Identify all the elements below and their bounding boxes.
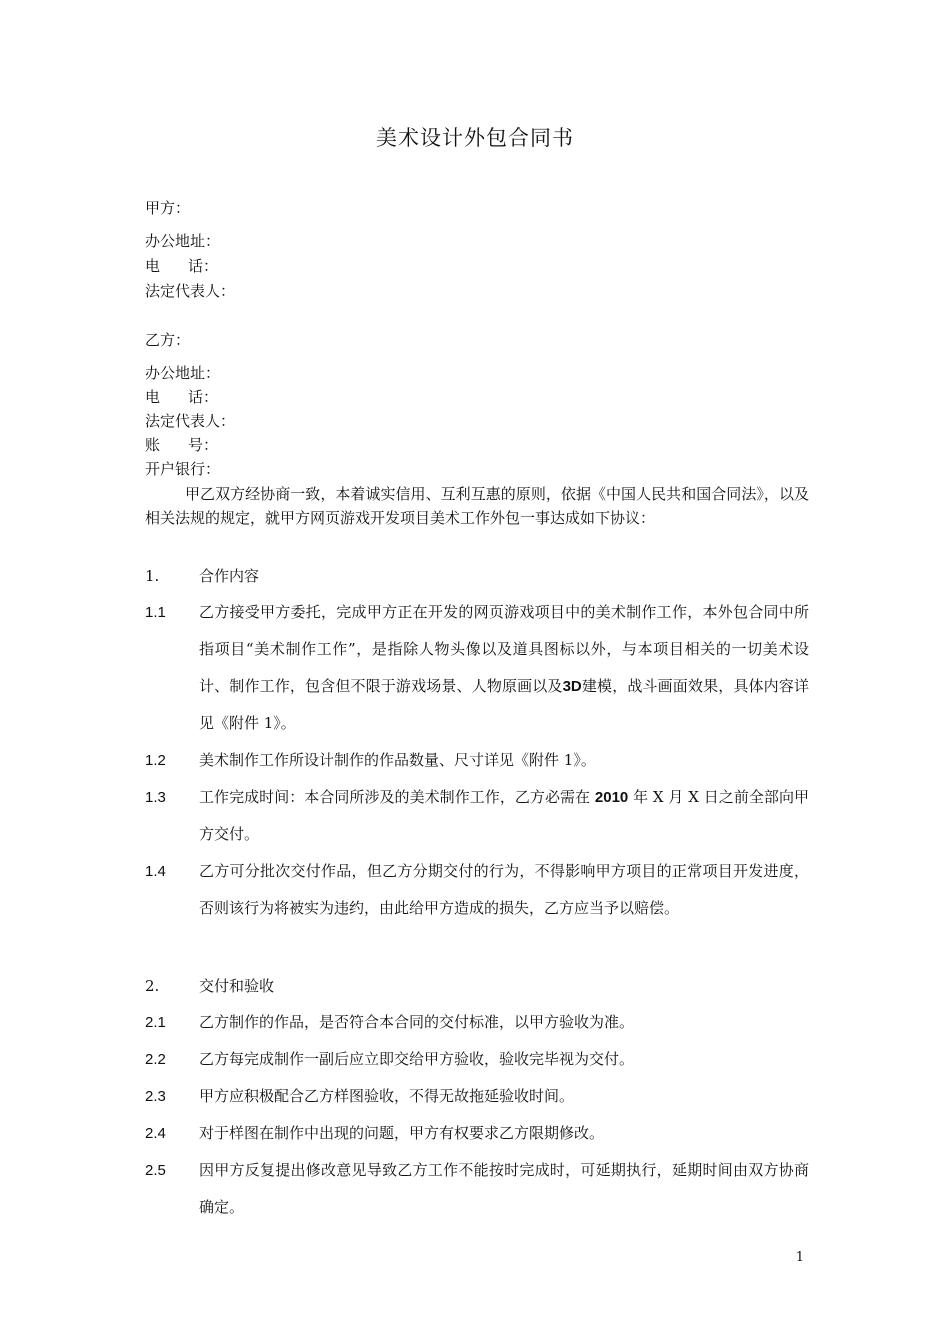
clause-text: 工作完成时间：本合同所涉及的美术制作工作，乙方必需在 2010 年 X 月 X 日之前全部向甲方交付。 [199, 788, 809, 843]
preamble-paragraph: 甲乙双方经协商一致，本着诚实信用、互利互惠的原则，依据《中国人民共和国合同法》，以及相关法规的规定，就甲方网页游戏开发项目美术工作外包一事达成如下协议： [145, 485, 809, 527]
clause-number: 2.5 [145, 1162, 166, 1179]
party-b-address: 办公地址： [145, 364, 221, 382]
clause-number: 2.2 [145, 1051, 166, 1068]
clause-text: 乙方每完成制作一副后应立即交给甲方验收，验收完毕视为交付。 [199, 1050, 635, 1068]
party-b-account [145, 435, 218, 455]
clause-2-5 [145, 1152, 809, 1226]
party-b-bank: 开户银行： [145, 460, 221, 478]
page-number: 1 [795, 1250, 804, 1265]
clause-number: 2.1 [145, 1014, 166, 1031]
party-a-phone-char2: 话： [188, 257, 219, 275]
bold-year: 2010 [594, 789, 629, 806]
clause-text: 乙方接受甲方委托，完成甲方正在开发的网页游戏项目中的美术制作工作，本外包合同中所指项目“美术制作工作”，是指除人物头像以及道具图标以外，与本项目相关的一切美术设计、制作工作，包含但不限于游戏场景、人物原画以及3D建模，战斗画面效果，具体内容详见《附件 1》。 [199, 603, 809, 732]
party-b-account-char1: 账 [145, 436, 161, 454]
party-a-address: 办公地址： [145, 232, 221, 250]
clause-number: 1.1 [145, 604, 166, 621]
section-title: 交付和验收 [199, 977, 275, 995]
section-title: 合作内容 [199, 567, 260, 585]
clause-number: 1.3 [145, 789, 166, 806]
party-a-phone [145, 256, 218, 276]
party-b-representative: 法定代表人： [145, 412, 236, 430]
clause-text: 甲方应积极配合乙方样图验收，不得无故拖延验收时间。 [199, 1087, 575, 1105]
clause-1-2 [145, 742, 809, 779]
clause-1-4 [145, 853, 809, 927]
clause-2-3 [145, 1078, 809, 1115]
clause-number: 1.2 [145, 752, 166, 769]
clause-2-4 [145, 1115, 809, 1152]
party-a-phone-char1: 电 [145, 257, 161, 275]
clause-number: 2.3 [145, 1088, 166, 1105]
party-a-label: 甲方： [145, 199, 191, 217]
section-number: 1. [145, 567, 160, 585]
party-b-label: 乙方： [145, 331, 191, 349]
clause-text: 美术制作工作所设计制作的作品数量、尺寸详见《附件 1》。 [199, 751, 596, 769]
party-a-representative: 法定代表人： [145, 282, 236, 300]
clause-text: 因甲方反复提出修改意见导致乙方工作不能按时完成时，可延期执行，延期时间由双方协商确定。 [199, 1161, 809, 1216]
party-b-phone-char1: 电 [145, 388, 161, 406]
clause-number: 1.4 [145, 863, 166, 880]
clause-2-2 [145, 1041, 809, 1078]
clause-number: 2.4 [145, 1125, 166, 1142]
party-b-phone [145, 387, 218, 407]
party-b-phone-char2: 话： [188, 388, 219, 406]
clause-1-1 [145, 594, 809, 742]
document-title: 美术设计外包合同书 [376, 126, 574, 150]
clause-text: 乙方制作的作品，是否符合本合同的交付标准，以甲方验收为准。 [199, 1013, 635, 1031]
section-number: 2. [145, 977, 160, 995]
clause-2-1 [145, 1004, 809, 1041]
clause-1-3 [145, 779, 809, 853]
party-b-account-char2: 号： [188, 436, 219, 454]
clause-text: 对于样图在制作中出现的问题，甲方有权要求乙方限期修改。 [199, 1124, 605, 1142]
bold-3d: 3D [562, 678, 582, 695]
clause-text: 乙方可分批次交付作品，但乙方分期交付的行为，不得影响甲方项目的正常项目开发进度，否则该行为将被实为违约，由此给甲方造成的损失，乙方应当予以赔偿。 [199, 862, 809, 917]
